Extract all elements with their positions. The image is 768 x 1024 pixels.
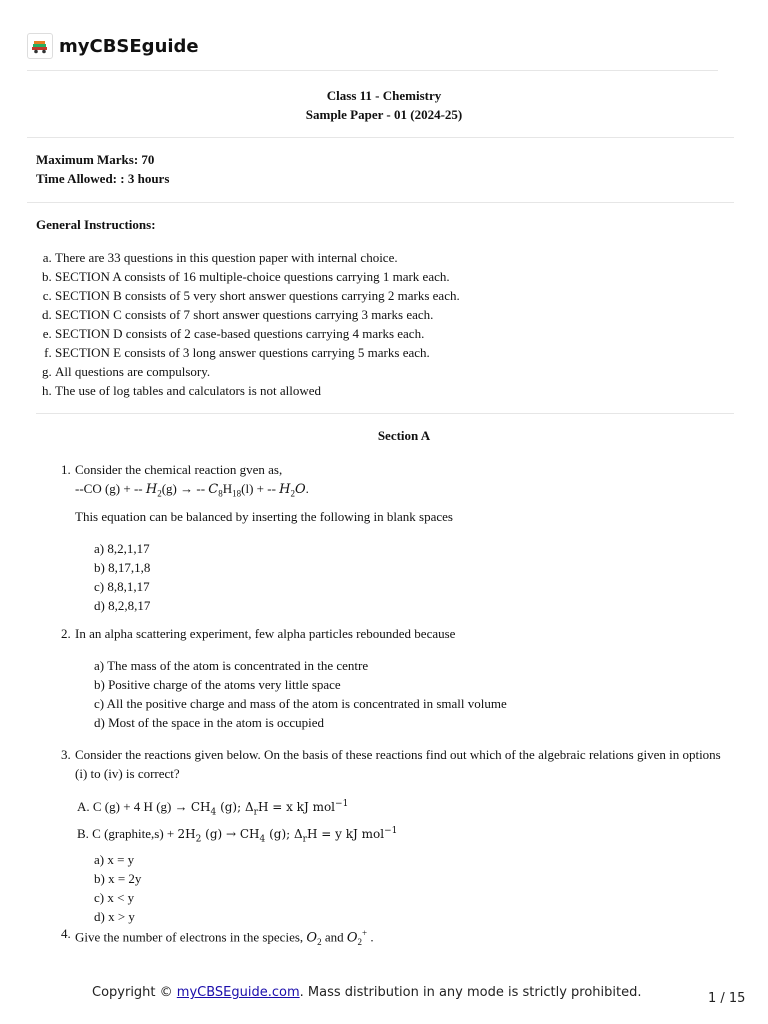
question-text: Give the number of electrons in the species, $O_2$ and $O_2^+$ . [75, 928, 374, 947]
question-text: Consider the chemical reaction gven as, [75, 462, 283, 477]
option-item[interactable]: a) 8,2,1,17 [94, 540, 150, 556]
paper-class-title: Class 11 - Chemistry [326, 88, 442, 103]
page-number: 1 / 15 [708, 991, 746, 1006]
question-text-2: This equation can be balanced by inserting the following in blank spaces [75, 508, 453, 524]
option-item[interactable]: d) 8,2,8,17 [94, 597, 151, 613]
option-item[interactable]: b) 8,17,1,8 [94, 559, 151, 575]
reaction-b: B. C (graphite,s) + $2H_2$ $(g) \to CH_4$ (g); $\Delta_rH = y$ kJ mol$^{-1}$ [77, 826, 398, 845]
footer-link[interactable]: myCBSEguide.com [176, 985, 300, 1000]
question-text: Consider the reactions given below. On the basis of these reactions find out which of the algebraic relations given in options (i) to (iv) is correct? [75, 747, 721, 781]
instruction-item: g. All questions are compulsory. [55, 362, 735, 381]
instruction-item: b. SECTION A consists of 16 multiple-choice questions carrying 1 mark each. [55, 267, 735, 286]
instruction-item: d. SECTION C consists of 7 short answer questions carrying 3 marks each. [55, 305, 735, 324]
logo-icon [27, 33, 53, 59]
paper-sample-title: Sample Paper - 01 (2024-25) [305, 107, 463, 122]
option-item[interactable]: c) All the positive charge and mass of the atom is concentrated in small volume [94, 696, 507, 711]
question-2 [61, 624, 721, 732]
question-number: 1. [61, 462, 71, 477]
reactions-list [77, 795, 721, 850]
option-item[interactable]: d) x > y [94, 908, 135, 924]
footer-copyright: Copyright © myCBSEguide.com. Mass distribution in any mode is strictly prohibited. [92, 985, 642, 1000]
instruction-item: a. There are 33 questions in this question paper with internal choice. [55, 248, 735, 267]
header-divider [27, 70, 718, 71]
reaction-a: A. C (g) + 4 H $(g) \to CH_4$ (g); $\Delta_rH = x$ kJ mol$^{-1}$ [77, 799, 349, 818]
option-item[interactable]: d) Most of the space in the atom is occupied [94, 715, 324, 730]
time-allowed: Time Allowed: : 3 hours [36, 171, 170, 186]
title-divider [27, 137, 734, 138]
instructions-list [36, 248, 735, 400]
instruction-item: e. SECTION D consists of 2 case-based questions carrying 4 marks each. [55, 324, 735, 343]
option-item[interactable]: c) x < y [94, 889, 135, 905]
question-number: 2. [61, 626, 71, 641]
instruction-item: f. SECTION E consists of 3 long answer questions carrying 5 marks each. [55, 343, 735, 362]
question-1 [61, 460, 721, 615]
instruction-item: h. The use of log tables and calculators is not allowed [55, 381, 735, 400]
options-list [94, 850, 721, 926]
question-3 [61, 745, 721, 926]
reaction-equation: --CO (g) + -- $H_2(g)$ → -- $C_8H_{18}(l)$ + -- $H_2O$. [75, 481, 309, 499]
option-item[interactable]: c) 8,8,1,17 [94, 578, 150, 594]
options-list [94, 656, 721, 732]
instructions-divider [36, 413, 734, 414]
meta-divider [27, 202, 734, 203]
max-marks: Maximum Marks: 70 [36, 152, 155, 167]
option-item[interactable]: a) The mass of the atom is concentrated in the centre [94, 658, 369, 673]
brand-name[interactable]: myCBSEguide [59, 35, 199, 57]
question-4 [61, 924, 721, 952]
section-title: Section A [377, 428, 431, 443]
brand-header [27, 33, 199, 59]
option-item[interactable]: b) Positive charge of the atoms very little space [94, 677, 341, 692]
instructions-heading: General Instructions: [36, 217, 156, 232]
option-item[interactable]: a) x = y [94, 851, 135, 867]
options-list [94, 539, 721, 615]
option-item[interactable]: b) x = 2y [94, 870, 142, 886]
question-number: 4. [61, 926, 71, 941]
instruction-item: c. SECTION B consists of 5 very short answer questions carrying 2 marks each. [55, 286, 735, 305]
question-number: 3. [61, 747, 71, 762]
question-text: In an alpha scattering experiment, few alpha particles rebounded because [75, 626, 456, 641]
